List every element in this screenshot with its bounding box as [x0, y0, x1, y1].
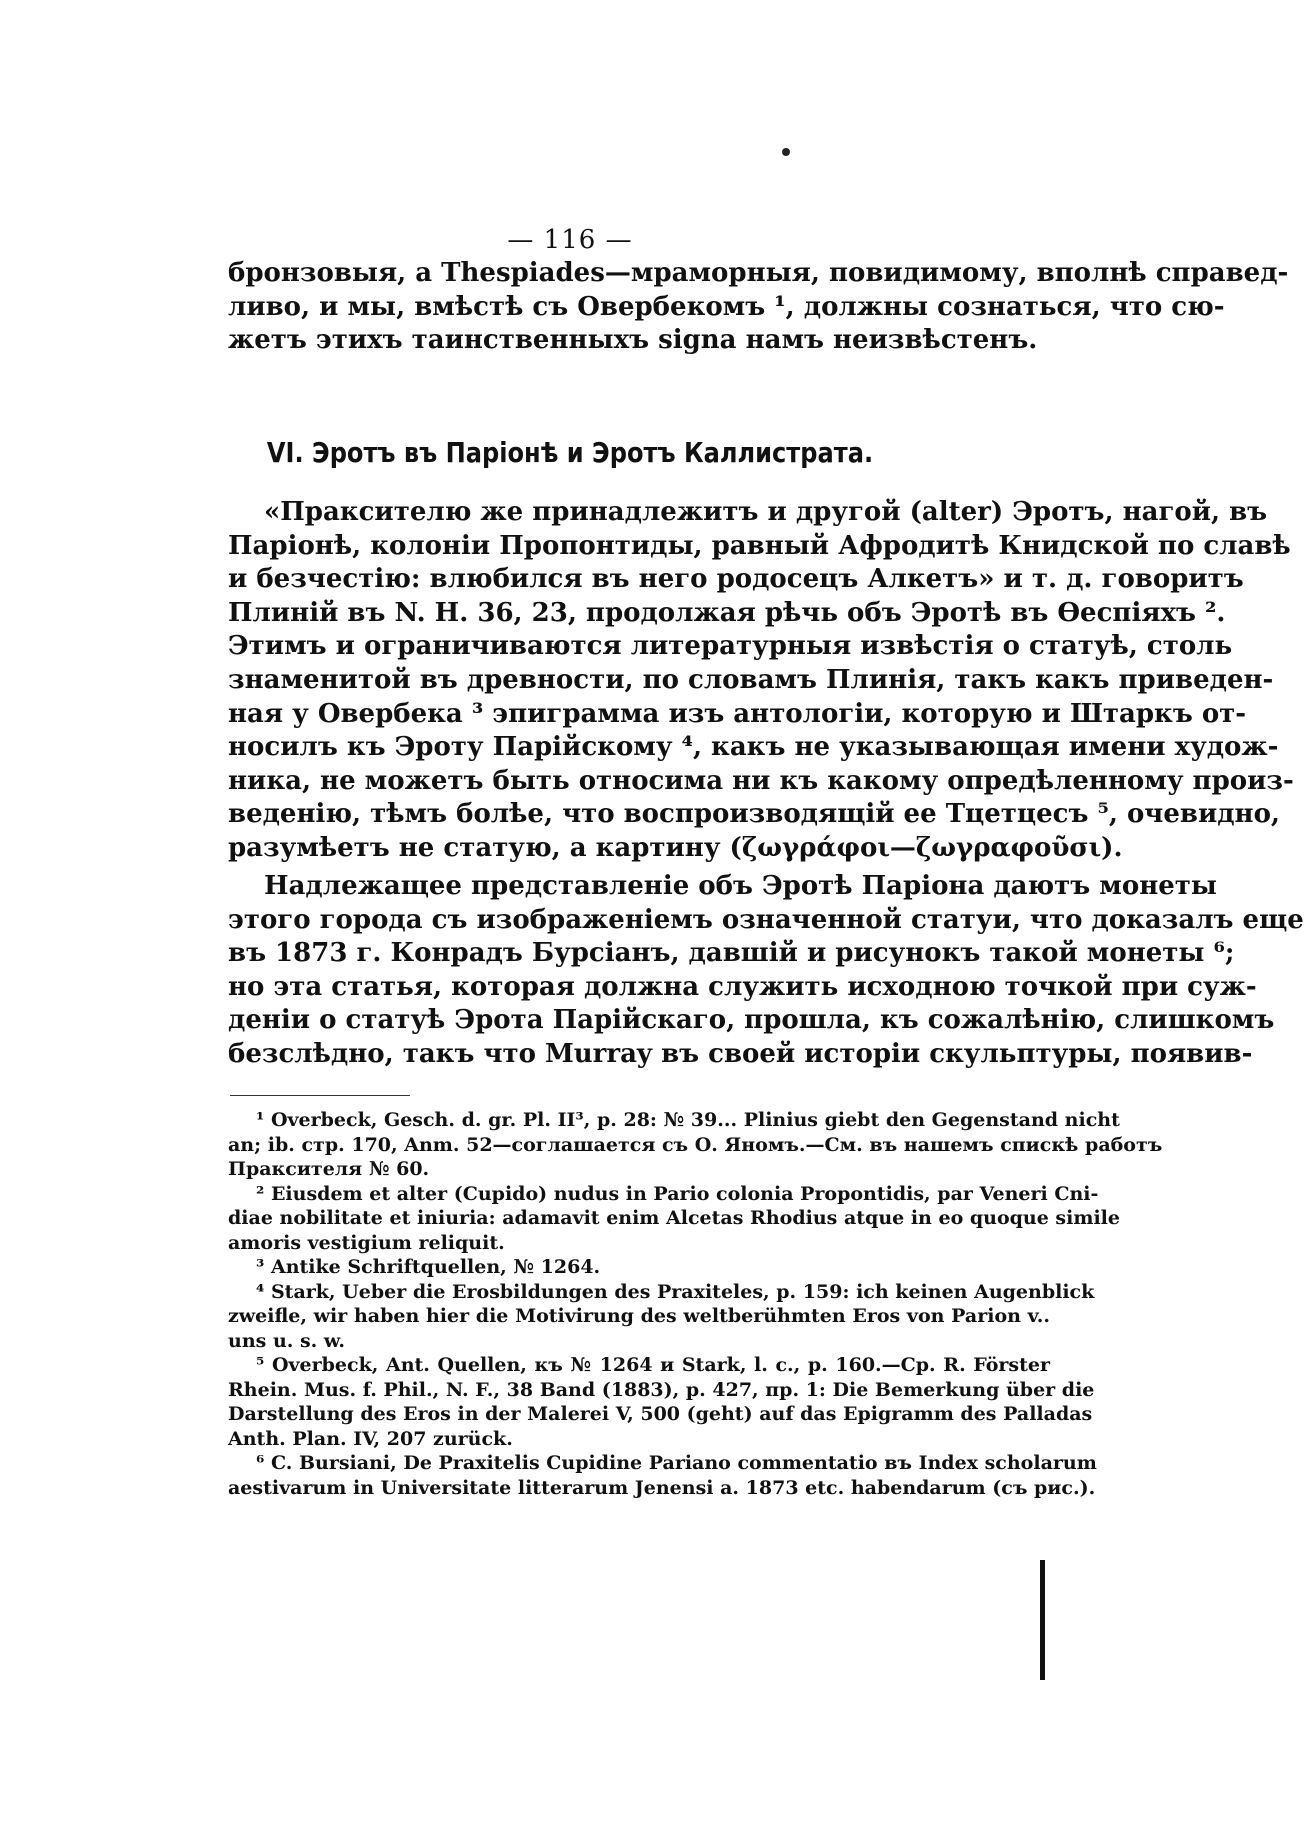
text-line: жетъ этихъ таинственныхъ signa намъ неизвѣстенъ. [228, 325, 1038, 356]
footnote-5 [228, 1353, 1095, 1451]
paragraph-coins [228, 870, 1304, 1072]
text-line: Плиній въ N. H. 36, 23, продолжая рѣчь объ Эротѣ въ Өеспіяхъ ². [228, 597, 1226, 628]
footnote-text: Overbeck, Gesch. d. gr. Pl. II³, p. 28: № 39... Plinius giebt den Gegenstand nicht [270, 1109, 1120, 1131]
text-line: и безчестію: влюбился въ него родосецъ Алкетъ» и т. д. говоритъ [228, 564, 1244, 595]
footnote-text: Rhein. Mus. f. Phil., N. F., 38 Band (1883), p. 427, пр. 1: Die Bemerkung über die [228, 1378, 1095, 1401]
text-line: бронзовыя, а Thespiades—мраморныя, повидимому, вполнѣ справед- [228, 258, 1289, 288]
footnote-marker: ³ [256, 1256, 265, 1278]
footnote-text: Праксителя № 60. [228, 1158, 430, 1180]
footnote-line [228, 1304, 1050, 1329]
text-line: знаменитой въ древности, по словамъ Плинія, такъ какъ приведен- [228, 664, 1274, 695]
text-line: Паріонѣ, колоніи Пропонтиды, равный Афродитѣ Книдской по славѣ [228, 530, 1291, 561]
footnote-text: C. Bursiani, De Praxitelis Cupidine Pariano commentatio въ Index scholarum [270, 1452, 1097, 1474]
footnote-text: Darstellung des Eros in der Malerei V, 500 (geht) auf das Epigramm des Palladas [228, 1403, 1093, 1425]
footnote-text: Overbeck, Ant. Quellen, къ № 1264 и Stark, l. c., p. 160.—Ср. R. Förster [271, 1354, 1050, 1376]
footnote-text: Anth. Plan. IV, 207 zurück. [228, 1427, 513, 1450]
text-line: этого города съ изображеніемъ означенной статуи, что доказалъ еще [228, 904, 1304, 935]
text-line: веденію, тѣмъ болѣе, что воспроизводящій ее Тцетцесъ ⁵, очевидно, [228, 799, 1280, 830]
text-line: но эта статья, которая должна служить исходною точкой при суж- [228, 971, 1257, 1002]
text-line: деніи о статуѣ Эрота Парійскаго, прошла, къ сожалѣнію, слишкомъ [228, 1005, 1275, 1036]
footnote-line [228, 1182, 1099, 1207]
section-heading: VI. Эротъ въ Паріонѣ и Эротъ Каллистрата. [266, 436, 874, 469]
footnote-line [228, 1329, 1050, 1354]
footnote-text: diae nobilitate et iniuria: adamavit enim Alcetas Rhodius atque in eo quoque simile [228, 1207, 1120, 1229]
page-number: — 116 — [507, 225, 633, 255]
footnote-1 [228, 1108, 1163, 1182]
text-line: ника, не можетъ быть относима ни къ какому опредѣленному произ- [228, 765, 1294, 796]
text-line: Этимъ и ограничиваются литературныя извѣстія о статуѣ, столь [228, 631, 1233, 662]
text-line: разумѣетъ не статую, а картину (ζωγράφοι—ζωγραφοῦσι). [228, 832, 1123, 863]
footnote-line [228, 1427, 1050, 1452]
footnote-marker: ⁶ [256, 1452, 265, 1474]
text-line: носилъ къ Эроту Парійскому ⁴, какъ не указывающая имени худож- [228, 732, 1279, 763]
footnote-line [228, 1255, 1050, 1280]
footnote-text: uns u. s. w. [228, 1329, 345, 1352]
footnote-line [228, 1378, 1095, 1403]
footnote-marker: ⁴ [256, 1280, 265, 1303]
text-line: въ 1873 г. Конрадъ Бурсіанъ, давшій и рисунокъ такой монеты ⁶; [228, 938, 1235, 969]
footnote-text: amoris vestigium reliquit. [228, 1231, 505, 1254]
text-line: ная у Овербека ³ эпиграмма изъ антологіи, которую и Штаркъ от- [228, 698, 1247, 729]
footnote-text: Stark, Ueber die Erosbildungen des Praxiteles, p. 159: ich keinen Augenblick [270, 1280, 1095, 1303]
text-line: ливо, и мы, вмѣстѣ съ Овербекомъ ¹, должны сознаться, что сю- [228, 291, 1225, 322]
footnote-line [228, 1206, 1120, 1231]
footnote-line [228, 1157, 1050, 1182]
footnote-text: Eiusdem et alter (Cupido) nudus in Pario colonia Propontidis, par Veneri Cni- [270, 1182, 1099, 1205]
footnote-6 [228, 1451, 1097, 1500]
footnotes [228, 1108, 1163, 1500]
footnote-line [228, 1402, 1093, 1427]
text-line: безслѣдно, такъ что Murray въ своей исторіи скульптуры, появив- [228, 1038, 1253, 1069]
footnote-2 [228, 1182, 1120, 1256]
footnote-text: Antike Schriftquellen, № 1264. [270, 1256, 601, 1278]
footnote-text: zweifle, wir haben hier die Motivirung des weltberühmten Eros von Parion v.. [228, 1305, 1050, 1327]
ink-dot [782, 148, 790, 156]
footnote-line [228, 1476, 1096, 1501]
footnote-line [228, 1451, 1097, 1476]
footnote-marker: ² [256, 1182, 265, 1205]
footnote-line [228, 1231, 1050, 1256]
intro-paragraph [228, 257, 1289, 358]
footnote-text: an; ib. стр. 170, Anm. 52—соглашается съ О. Яномъ.—См. въ нашемъ спискѣ работъ [228, 1133, 1163, 1156]
footnote-text: aestivarum in Universitate litterarum Jenensi a. 1873 etc. habendarum (съ рис.). [228, 1476, 1096, 1499]
footnote-4 [228, 1280, 1095, 1354]
footnote-rule [230, 1095, 410, 1096]
footnote-marker: ⁵ [256, 1354, 265, 1376]
footnote-line [228, 1108, 1120, 1133]
footnote-line [228, 1280, 1095, 1305]
text-line: Надлежащее представленіе объ Эротѣ Паріона даютъ монеты [264, 871, 1217, 901]
footnote-marker: ¹ [256, 1109, 265, 1131]
text-line: «Праксителю же принадлежитъ и другой (alter) Эротъ, нагой, въ [264, 497, 1268, 527]
page-edge-mark [1041, 1575, 1044, 1593]
paragraph-praxiteles [228, 496, 1294, 866]
footnote-3 [228, 1255, 1050, 1280]
footnote-line [228, 1133, 1163, 1158]
footnote-line [228, 1353, 1050, 1378]
